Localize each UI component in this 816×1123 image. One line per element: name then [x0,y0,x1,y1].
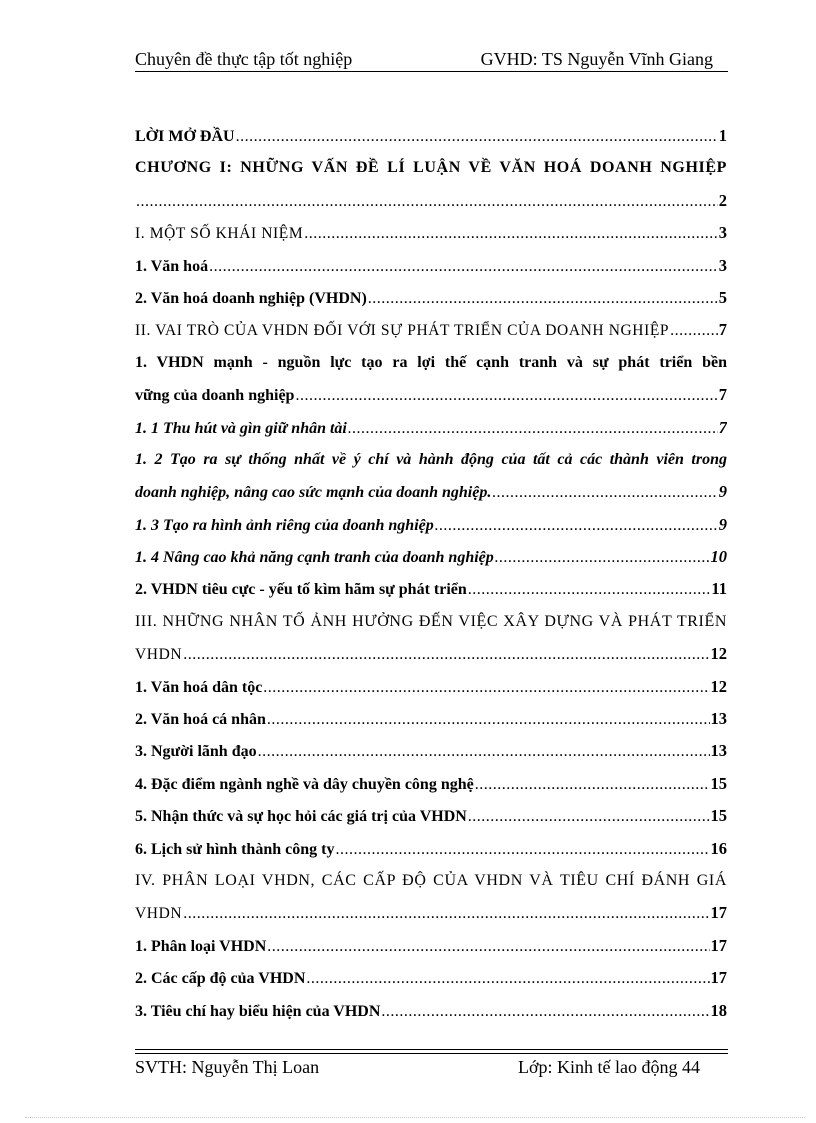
toc-page-number: 7 [718,417,727,437]
toc-page-number: 17 [710,903,727,923]
toc-entry-loi-mo-dau[interactable] [135,126,727,158]
toc-leader-dots [267,937,709,957]
toc-entry-3-6[interactable] [135,839,727,871]
toc-page-number: 16 [710,838,727,858]
toc-leader-dots [468,807,710,827]
page-footer [135,1055,728,1081]
toc-page-number: 7 [718,320,727,340]
toc-page-number: 3 [718,223,727,243]
toc-page-number: 10 [710,547,727,567]
toc-leader-dots [183,904,709,924]
toc-leader-dots [183,645,709,665]
toc-leader-dots [468,580,711,600]
footer-rule-bottom [135,1053,728,1054]
toc-page-number: 15 [710,773,727,793]
toc-entry-2-1-2-line1[interactable]: 1. 2 Tạo ra sự thống nhất về ý chí và hành động của tất cả các thành viên trong [135,450,727,468]
toc-leader-dots [267,710,710,730]
toc-entry-section-3-line1[interactable]: III. NHỮNG NHÂN TỐ ẢNH HƯỞNG ĐẾN VIỆC XÂY DỰNG VÀ PHÁT TRIỂN [135,612,727,630]
toc-page-number: 9 [718,514,727,534]
toc-entry-label: doanh nghiệp, nâng cao sức mạnh của doanh nghiệp. [135,484,492,502]
toc-page-number: 2 [718,190,727,210]
toc-page-number: 12 [710,644,727,664]
toc-page-number: 17 [710,968,727,988]
toc-entry-label: 2. Các cấp độ của VHDN [135,970,306,988]
toc-entry-2-1-3[interactable] [135,515,727,547]
toc-page-number: 13 [710,741,727,761]
toc-leader-dots [236,127,718,147]
toc-page-number: 5 [718,287,727,307]
toc-leader-dots [495,548,710,568]
toc-entry-2-1-1[interactable] [135,418,727,450]
toc-page-number: 12 [710,676,727,696]
page-edge-divider [25,1117,805,1118]
toc-leader-dots [381,1002,709,1022]
toc-entry-chuong-1-heading[interactable]: CHƯƠNG I: NHỮNG VẤN ĐỀ LÍ LUẬN VỀ VĂN HOÁ DOANH NGHIỆP [135,159,727,177]
toc-entry-label: 2. Văn hoá cá nhân [135,711,266,729]
toc-entry-2-2[interactable] [135,579,727,611]
toc-entry-2-1-2[interactable] [135,482,727,514]
toc-entry-3-1[interactable] [135,677,727,709]
toc-leader-dots [306,969,709,989]
toc-entry-3-2[interactable] [135,709,727,741]
toc-entry-label: 6. Lịch sử hình thành công ty [135,840,335,858]
toc-page-number: 18 [710,1000,727,1020]
toc-leader-dots [335,840,709,860]
toc-page-number: 7 [718,385,727,405]
footer-rule-top [135,1049,728,1050]
toc-entry-label: 3. Tiêu chí hay biểu hiện của VHDN [135,1002,381,1020]
toc-entry-label: 1. Phân loại VHDN [135,937,267,955]
page-header [135,47,728,73]
toc-page-number: 1 [718,126,727,145]
header-course-title: Chuyên đề thực tập tốt nghiệp [135,49,353,69]
toc-page-number: 9 [718,482,727,502]
toc-entry-section-4-line1[interactable]: IV. PHÂN LOẠI VHDN, CÁC CẤP ĐỘ CỦA VHDN VÀ TIÊU CHÍ ĐÁNH GIÁ [135,871,727,889]
toc-entry-3-3[interactable] [135,741,727,773]
toc-entry-label: 2. VHDN tiêu cực - yếu tố kìm hãm sự phát triển [135,581,467,599]
toc-entry-section-1[interactable] [135,223,727,255]
toc-entry-2-1-line1[interactable]: 1. VHDN mạnh - nguồn lực tạo ra lợi thế cạnh tranh và sự phát triển bền [135,353,727,371]
toc-entry-label: 1. 4 Nâng cao khả năng cạnh tranh của doanh nghiệp [135,549,494,567]
toc-leader-dots [136,192,718,212]
toc-entry-section-2[interactable] [135,320,727,352]
footer-class-name: Lớp: Kinh tế lao động 44 [518,1057,700,1077]
toc-entry-label: vững của doanh nghiệp [135,387,295,405]
toc-entry-label: LỜI MỞ ĐẦU [135,128,235,145]
toc-leader-dots [492,483,717,503]
toc-entry-label: 1. Văn hoá dân tộc [135,678,263,696]
toc-entry-label: I. MỘT SỐ KHÁI NIỆM [135,225,304,243]
toc-leader-dots [263,678,709,698]
toc-leader-dots [368,289,718,309]
toc-leader-dots [258,742,710,762]
toc-entry-2-1[interactable] [135,385,727,417]
toc-entry-label: 2. Văn hoá doanh nghiệp (VHDN) [135,289,367,307]
toc-leader-dots [475,775,710,795]
toc-page-number: 3 [718,255,727,275]
toc-entry-label: 5. Nhận thức và sự học hỏi các giá trị của VHDN [135,808,467,826]
toc-entry-label: 4. Đặc điểm ngành nghề và dây chuyền công nghệ [135,775,474,793]
toc-entry-1-2[interactable] [135,288,727,320]
toc-leader-dots [209,257,718,277]
toc-leader-dots [670,321,718,341]
toc-page-number: 17 [710,935,727,955]
toc-leader-dots [295,386,717,406]
toc-page-number: 11 [711,579,727,599]
table-of-contents [135,126,727,1033]
toc-entry-3-4[interactable] [135,774,727,806]
toc-entry-label: 1. 3 Tạo ra hình ảnh riêng của doanh nghiệp [135,516,434,534]
toc-entry-section-3[interactable] [135,644,727,676]
toc-leader-dots [348,419,718,439]
toc-entry-4-2[interactable] [135,968,727,1000]
toc-entry-label: 1. 1 Thu hút và gìn giữ nhân tài [135,419,347,437]
toc-entry-label: 3. Người lãnh đạo [135,743,257,761]
toc-entry-chuong-1[interactable] [135,191,727,223]
toc-entry-label: II. VAI TRÒ CỦA VHDN ĐỐI VỚI SỰ PHÁT TRIỂN CỦA DOANH NGHIỆP [135,322,670,340]
header-rule [135,71,728,72]
toc-entry-1-1[interactable] [135,256,727,288]
footer-student-name: SVTH: Nguyễn Thị Loan [135,1057,320,1077]
toc-leader-dots [435,516,718,536]
toc-entry-4-3[interactable] [135,1001,727,1033]
header-supervisor: GVHD: TS Nguyễn Vĩnh Giang [480,49,713,69]
toc-entry-2-1-4[interactable] [135,547,727,579]
toc-page-number: 13 [710,709,727,729]
toc-entry-4-1[interactable] [135,936,727,968]
toc-entry-section-4[interactable] [135,903,727,935]
toc-entry-label: VHDN [135,646,183,664]
toc-entry-label: 1. Văn hoá [135,257,209,275]
toc-entry-3-5[interactable] [135,806,727,838]
toc-entry-label: VHDN [135,905,183,923]
toc-page-number: 15 [710,806,727,826]
toc-leader-dots [304,224,717,244]
